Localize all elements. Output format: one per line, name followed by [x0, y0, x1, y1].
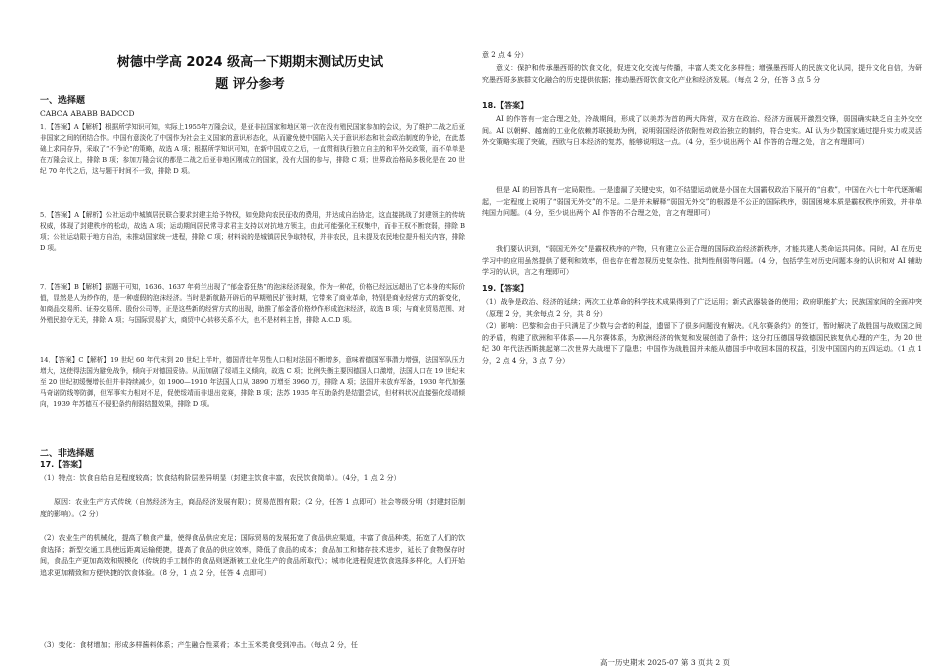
q18-reasonable: AI 的作答有一定合理之处，冷战期间，形成了以美苏为首的两大阵营，双方在政治、经济方面展开激烈交锋，弱国确实缺乏自主外交空间。AI 以朝鲜、越南的工业化依赖苏联援助为例，说明弱国经济依附性对政治独立的制约，符合史实。AI 认为少数国家通过提升实力或灵活外交策略实现了突破，西欧与日本经济的复苏，能够说明这一点。（4 分，至少说出两个 AI 作答的合理之处，言之有理即可）	[482, 115, 922, 146]
q17-part2: （2）农业生产的机械化，提高了粮食产量，使得食品供应充足；国际贸易的发展拓宽了食品供应渠道，丰富了食品种类，拓宽了人们的饮食选择；新型交通工具使远距离运输便捷，提高了食品的供应效率，降低了食品的成本；食品加工和储存技术进步，延长了食物保存时间，食品生产更加高效和规模化（传统的手工制作的食品则逐渐被工业化生产的食品所取代）；城市化进程促进饮食选择多样化，人们开始追求更加精致和方便快捷的饮食体验。（8 分，1 点 2 分，任答 4 点即可）	[40, 534, 465, 577]
page-footer: 高一历史期末 2025-07 第 3 页共 2 页	[600, 658, 731, 667]
answer-q14: 14．【答案】C【解析】19 世纪 60 年代末到 20 世纪上半叶，德国青壮年男性人口相对法国不断增多，意味着德国军事潜力增强，法国军队压力增大，这使得法国为避免战争，倾向于对德国妥协。从而加剧了绥靖主义倾向，故选 C 项；比例失衡主要因德国人口激增，法国人口在 19 世纪末至 20 世纪初缓慢增长但并非持续减少，如 1900—1910 年法国人口从 3890 万增至 3960 万，排除 A 项；法国并未放弃军备，1930 年代加强马奇诺防线等防御，但军事实力相对不足，促使绥靖而非退出竞赛，排除 B 项；法苏 1935 年互助条约是结盟尝试，但材料状况直接强化绥靖倾向，1939 年苏德互不侵犯条约削弱结盟效果，排除 D 项。	[40, 356, 465, 408]
answer-q5: 5．【答案】A【解析】公社运动中城镇居民联合要求封建主给予特权，如免除向农民征收的费用，并达成自治协定，这直接挑战了封建领主的传统权威，体现了封建秩序的松动，故选 A 项；运动期间居民常寻求君主支持以对抗地方领主，由此可能强化王权集中，而非王权不断衰弱，排除 B 项；公社运动限于地方自治，未推动国家统一进程，排除 C 项；材料说的是城镇居民争取特权，并非农民，且未提及农民地位提升相关内容，排除 D 项。	[40, 211, 465, 252]
q17-part1-reasons: 原因：农业生产方式传统（自然经济为主，商品经济发展有限）；贸易范围有限；（2 分，任答 1 点即可）社会等级分明（封建封臣制度的影响）。（2 分）	[40, 498, 465, 518]
q19-part1: （1）战争是政治、经济的延续；两次工业革命的科学技术成果得到了广泛运用；新式武器装备的使用；政府职能扩大；民族国家间的全面冲突（原理 2 分，其余每点 2 分，共 8 分）	[482, 298, 922, 318]
q17-part3-changes: （3）变化：食材增加；形成多样酱料体系；产生融合性菜肴；本土玉米类食受到冲击。（每点 2 分，任	[40, 641, 358, 649]
document-title: 树德中学高 2024 级高一下期期末测试历史试	[116, 55, 384, 70]
q17-part3-continued: 意 2 点 4 分）	[482, 51, 528, 59]
answer-key: CABCA ABABB BADCCD	[40, 109, 135, 118]
q19-label: 19.【答案】	[482, 284, 529, 293]
answer-q1: 1．【答案】A【解析】根据所学知识可知，实际上1955年万隆会议，是亚非拉国家和地区第一次在没有殖民国家参加的会议，为了维护二战之后亚非国家之间的团结合作。中国有意淡化了中国作为社会主义国家的意识形态化，从而避免使中国陷入关于意识形态和社会政治制度的争论，在此基础上求同存异，采取了“不争论”的策略，故选 A 项；根据所学知识可知，在新中国成立之后，一直贯彻执行独立自主的和平外交政策，而不单单是在万隆会议上，排除 B 项；参加万隆会议的都是二战之后亚非地区刚成立的国家，没有大国的参与，排除 C 项；世界政治格局多极化是在 20 世纪 70 年代之后，这与题干时间不一致，排除 D 项。	[40, 123, 465, 175]
section-heading-choice: 一、选择题	[40, 96, 86, 106]
q18-conclusion: 我们要认识到，“弱国无外交”是霸权秩序的产物，只有建立公正合理的国际政治经济新秩序，才能共建人类命运共同体。同时，AI 在历史学习中的应用虽然提供了便利和效率，但也存在着忽视历史复杂性、批判性削弱等问题。（4 分，包括学生对历史问题本身的认识和对 AI 辅助学习的认识，言之有理即可）	[482, 245, 922, 276]
q17-part3-significance: 意义：保护和传承墨西哥的饮食文化，促进文化交流与传播，丰富人类文化多样性；增强墨西哥人的民族文化认同，提升文化自信，为研究墨西哥多族群文化融合的历史提供依据；推动墨西哥饮食文化产业和经济发展。（每点 2 分，任答 3 点 5 分	[482, 64, 922, 84]
document-subtitle: 题 评分参考	[215, 77, 285, 92]
section-heading-nonchoice: 二、非选择题	[40, 449, 95, 459]
q18-limitations: 但是 AI 的回答具有一定局限性。一是遗漏了关键史实，如不结盟运动就是小国在大国霸权政治下展开的“自救”，中国在六七十年代逐渐崛起，一定程度上说明了“弱国无外交”的不足。二是并未解释“弱国无外交”的根源是不公正的国际秩序，弱国困境本质是霸权秩序所致，并非单纯国力问题。（4 分，至少说出两个 AI 作答的不合理之处，言之有理即可）	[482, 186, 922, 217]
q17-label: 17.【答案】	[40, 460, 87, 469]
q18-label: 18.【答案】	[482, 101, 529, 110]
answer-q7: 7．【答案】B【解析】据题干可知，1636、1637 年荷兰出现了“郁金香狂热”的泡沫经济现象，作为一种花，价格已经远远超出了它本身的实际价值，显然是人为炒作的，是一种虚假的泡沫经济。当时是新航路开辟后的早期殖民扩张时期，它带来了商业革命，特别是商业经营方式的新变化，如商品交易所、证券交易所、股份公司等，正是这些新的经营方式的出现，助推了郁金香价格炒作形成泡沫经济，故选 B 项；与商业贸易范围、对外殖民掠夺无关，排除 A 项；与国际贸易扩大，商贸中心转移关系不大，也不是材料主旨，排除 A.C.D 项。	[40, 283, 465, 324]
q19-part2: （2）影响：巴黎和会由于只满足了少数与会者的利益，遗留下了很多问题没有解决。《凡尔赛条约》的签订，暂时解决了战胜国与战败国之间的矛盾，构建了欧洲和平体系——凡尔赛体系，为欧洲经济的恢复和发展创造了条件；这分打压德国导致德国民族复仇心理的产生，为 20 世纪 30 年代法西斯挑起第二次世界大战埋下了隐患；中国作为战胜国并未能从德国手中收回本国的权益，引发中国国内的五四运动。（1 点 1 分，2 点 4 分，3 点 7 分）	[482, 322, 922, 365]
q17-part1-features: （1）特点：饮食自给自足程度较高；饮食结构阶层差异明显（封建主饮食丰富，农民饮食简单）。（4分，1 点 2 分）	[40, 474, 401, 482]
